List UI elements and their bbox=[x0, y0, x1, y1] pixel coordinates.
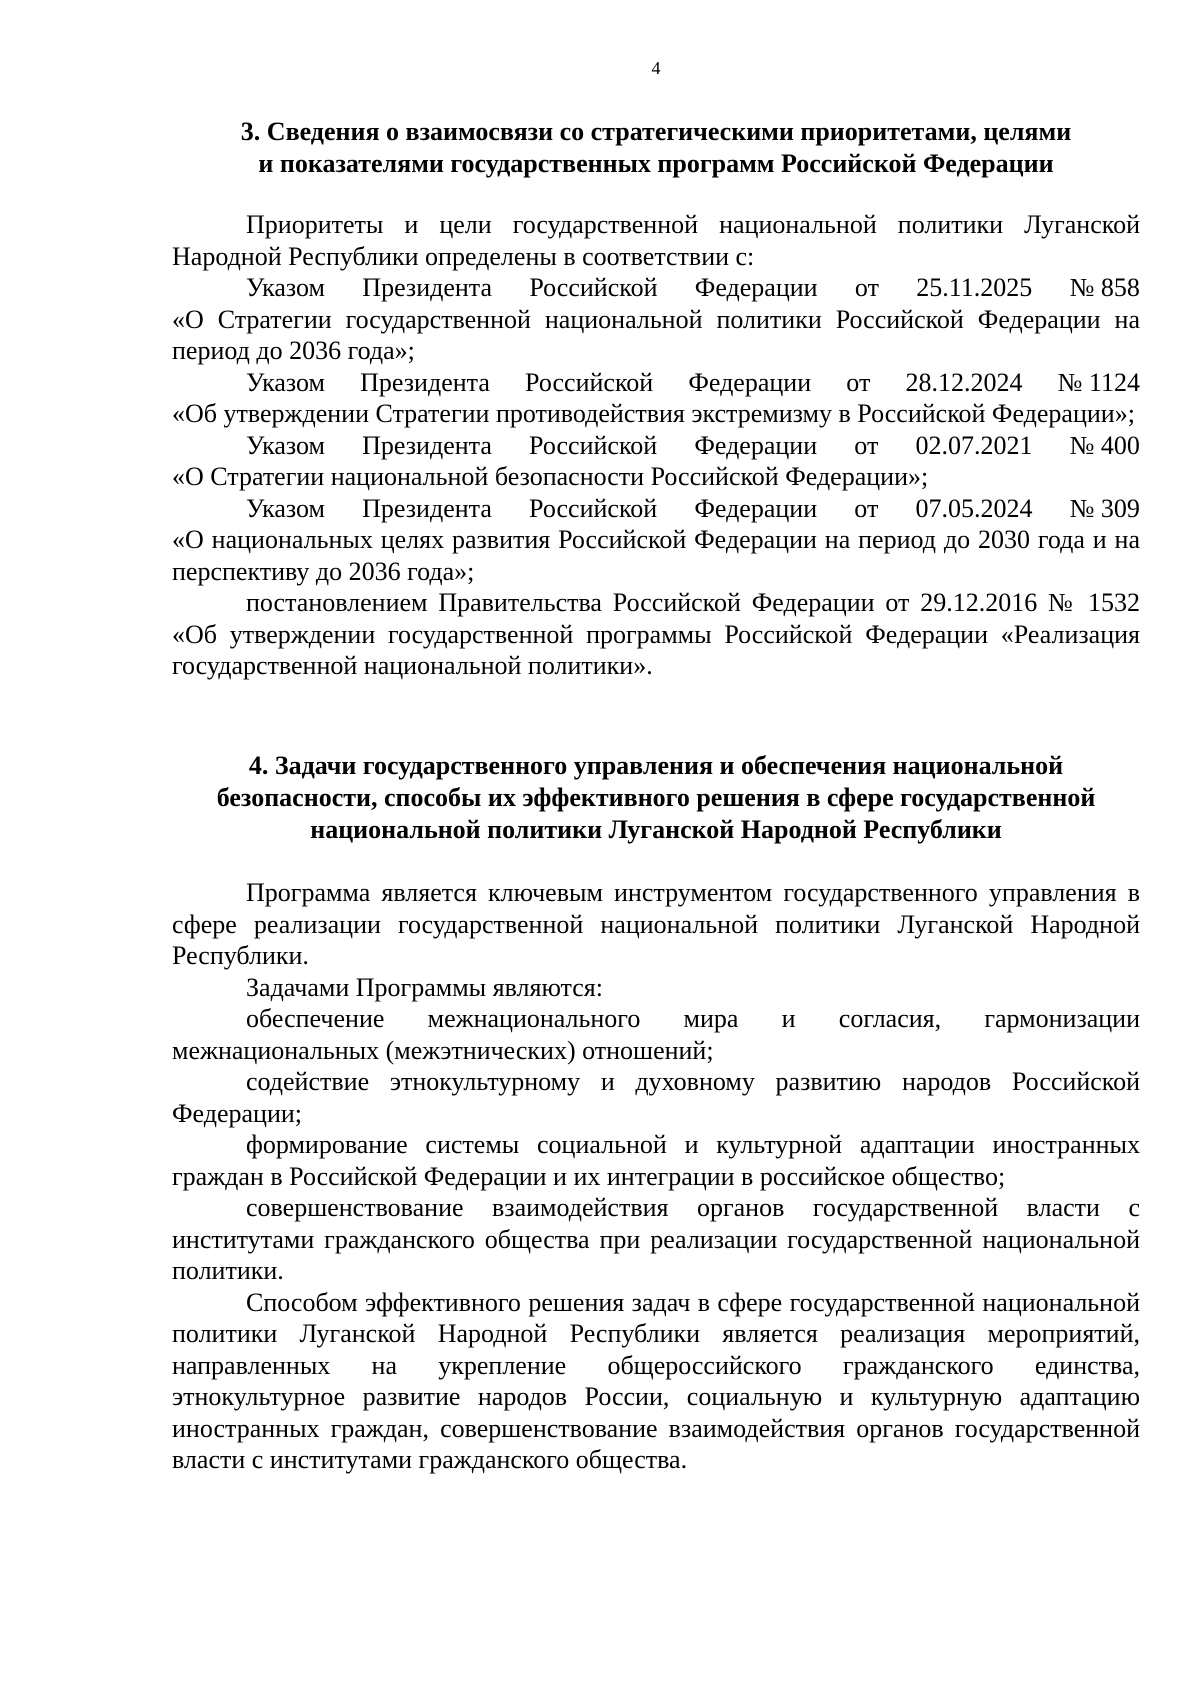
decree-word: Федерации bbox=[694, 493, 818, 523]
section-3-intro: Приоритеты и цели государственной национальной политики Луганской Народной Республики определены в соответствии с: bbox=[172, 210, 1140, 271]
decree-title: «О Стратегии государственной национальной политики Российской Федерации на период до 2036 года»; bbox=[172, 304, 1140, 365]
decree-word: от bbox=[854, 273, 879, 302]
section-3-heading-line-1: 3. Сведения о взаимосвязи со стратегическими приоритетами, целями bbox=[240, 117, 1072, 146]
program-task-2: содействие этнокультурному и духовному развитию народов Российской Федерации; bbox=[172, 1067, 1140, 1128]
section-3-body bbox=[172, 209, 1140, 682]
decree-word: от bbox=[854, 493, 879, 523]
decree-number: № 400 bbox=[1069, 430, 1140, 460]
decree-word: Указом bbox=[246, 367, 325, 397]
decree-word: Президента bbox=[362, 430, 492, 460]
solution-method: Способом эффективного решения задач в сфере государственной национальной политики Луганской Народной Республики является реализация мероприятий, направленных на укрепление общероссийского гражданского единства, этнокультурное развитие народов России, социальную и культурную адаптацию иностранных граждан, совершенствование взаимодействия органов государственной власти с институтами гражданского общества. bbox=[172, 1287, 1140, 1474]
decree-lead-line bbox=[172, 272, 1140, 304]
decree-number: № 1124 bbox=[1057, 367, 1140, 397]
decree-item bbox=[172, 430, 1140, 493]
decree-title: «О Стратегии национальной безопасности Российской Федерации»; bbox=[172, 462, 929, 491]
program-task-3: формирование системы социальной и культурной адаптации иностранных граждан в Российской Федерации и их интеграции в российское общество; bbox=[172, 1130, 1140, 1191]
decree-word: от bbox=[854, 430, 879, 460]
decree-word: Президента bbox=[362, 273, 493, 302]
decree-item bbox=[172, 272, 1140, 367]
section-4-heading-line-3: национальной политики Луганской Народной Республики bbox=[310, 815, 1002, 844]
section-3-heading bbox=[172, 116, 1140, 180]
decree-date: 07.05.2024 bbox=[915, 493, 1033, 523]
program-tasks-intro: Задачами Программы являются: bbox=[246, 972, 603, 1002]
decree-title: «Об утверждении Стратегии противодействия экстремизму в Российской Федерации»; bbox=[172, 399, 1135, 428]
decree-number: № 858 bbox=[1069, 273, 1140, 302]
decree-lead-line bbox=[172, 367, 1140, 399]
decree-word: Российской bbox=[525, 367, 654, 397]
decree-lead-line bbox=[172, 493, 1140, 525]
decree-word: Федерации bbox=[694, 273, 818, 302]
decree-word: Федерации bbox=[688, 367, 812, 397]
decree-lead-line bbox=[172, 430, 1140, 462]
decree-word: Указом bbox=[246, 493, 325, 523]
decree-word: Российской bbox=[529, 430, 658, 460]
decree-date: 28.12.2024 bbox=[905, 367, 1023, 397]
decree-word: Российской bbox=[529, 493, 658, 523]
decree-word: от bbox=[846, 367, 871, 397]
program-description: Программа является ключевым инструментом государственного управления в сфере реализации государственной национальной политики Луганской Народной Республики. bbox=[172, 878, 1140, 970]
section-3-heading-line-2: и показателями государственных программ Российской Федерации bbox=[258, 149, 1054, 178]
program-task-1: обеспечение межнационального мира и согласия, гармонизации межнациональных (межэтнических) отношений; bbox=[172, 1004, 1140, 1065]
decree-word: Президента bbox=[362, 493, 492, 523]
decree-item bbox=[172, 493, 1140, 588]
decree-date: 02.07.2021 bbox=[915, 430, 1033, 460]
decree-item bbox=[172, 367, 1140, 430]
section-4-heading-line-2: безопасности, способы их эффективного решения в сфере государственной bbox=[216, 783, 1096, 812]
section-4-body bbox=[172, 877, 1140, 1476]
section-4-heading-line-1: 4. Задачи государственного управления и обеспечения национальной bbox=[248, 751, 1064, 780]
government-resolution: постановлением Правительства Российской Федерации от 29.12.2016 № 1532 «Об утверждении государственной программы Российской Федерации «Реализация государственной национальной политики». bbox=[172, 588, 1140, 680]
decree-title: «О национальных целях развития Российской Федерации на период до 2030 года и на перспективу до 2036 года»; bbox=[172, 525, 1140, 586]
section-4-heading bbox=[172, 750, 1140, 846]
decree-number: № 309 bbox=[1069, 493, 1140, 523]
page-number: 4 bbox=[651, 58, 661, 78]
program-task-4: совершенствование взаимодействия органов государственной власти с институтами гражданского общества при реализации государственной национальной политики. bbox=[172, 1193, 1140, 1285]
decree-date: 25.11.2025 bbox=[916, 273, 1033, 302]
decree-word: Российской bbox=[529, 273, 658, 302]
decree-word: Президента bbox=[360, 367, 490, 397]
decree-word: Федерации bbox=[694, 430, 818, 460]
decree-word: Указом bbox=[246, 430, 325, 460]
decree-word: Указом bbox=[246, 273, 325, 302]
